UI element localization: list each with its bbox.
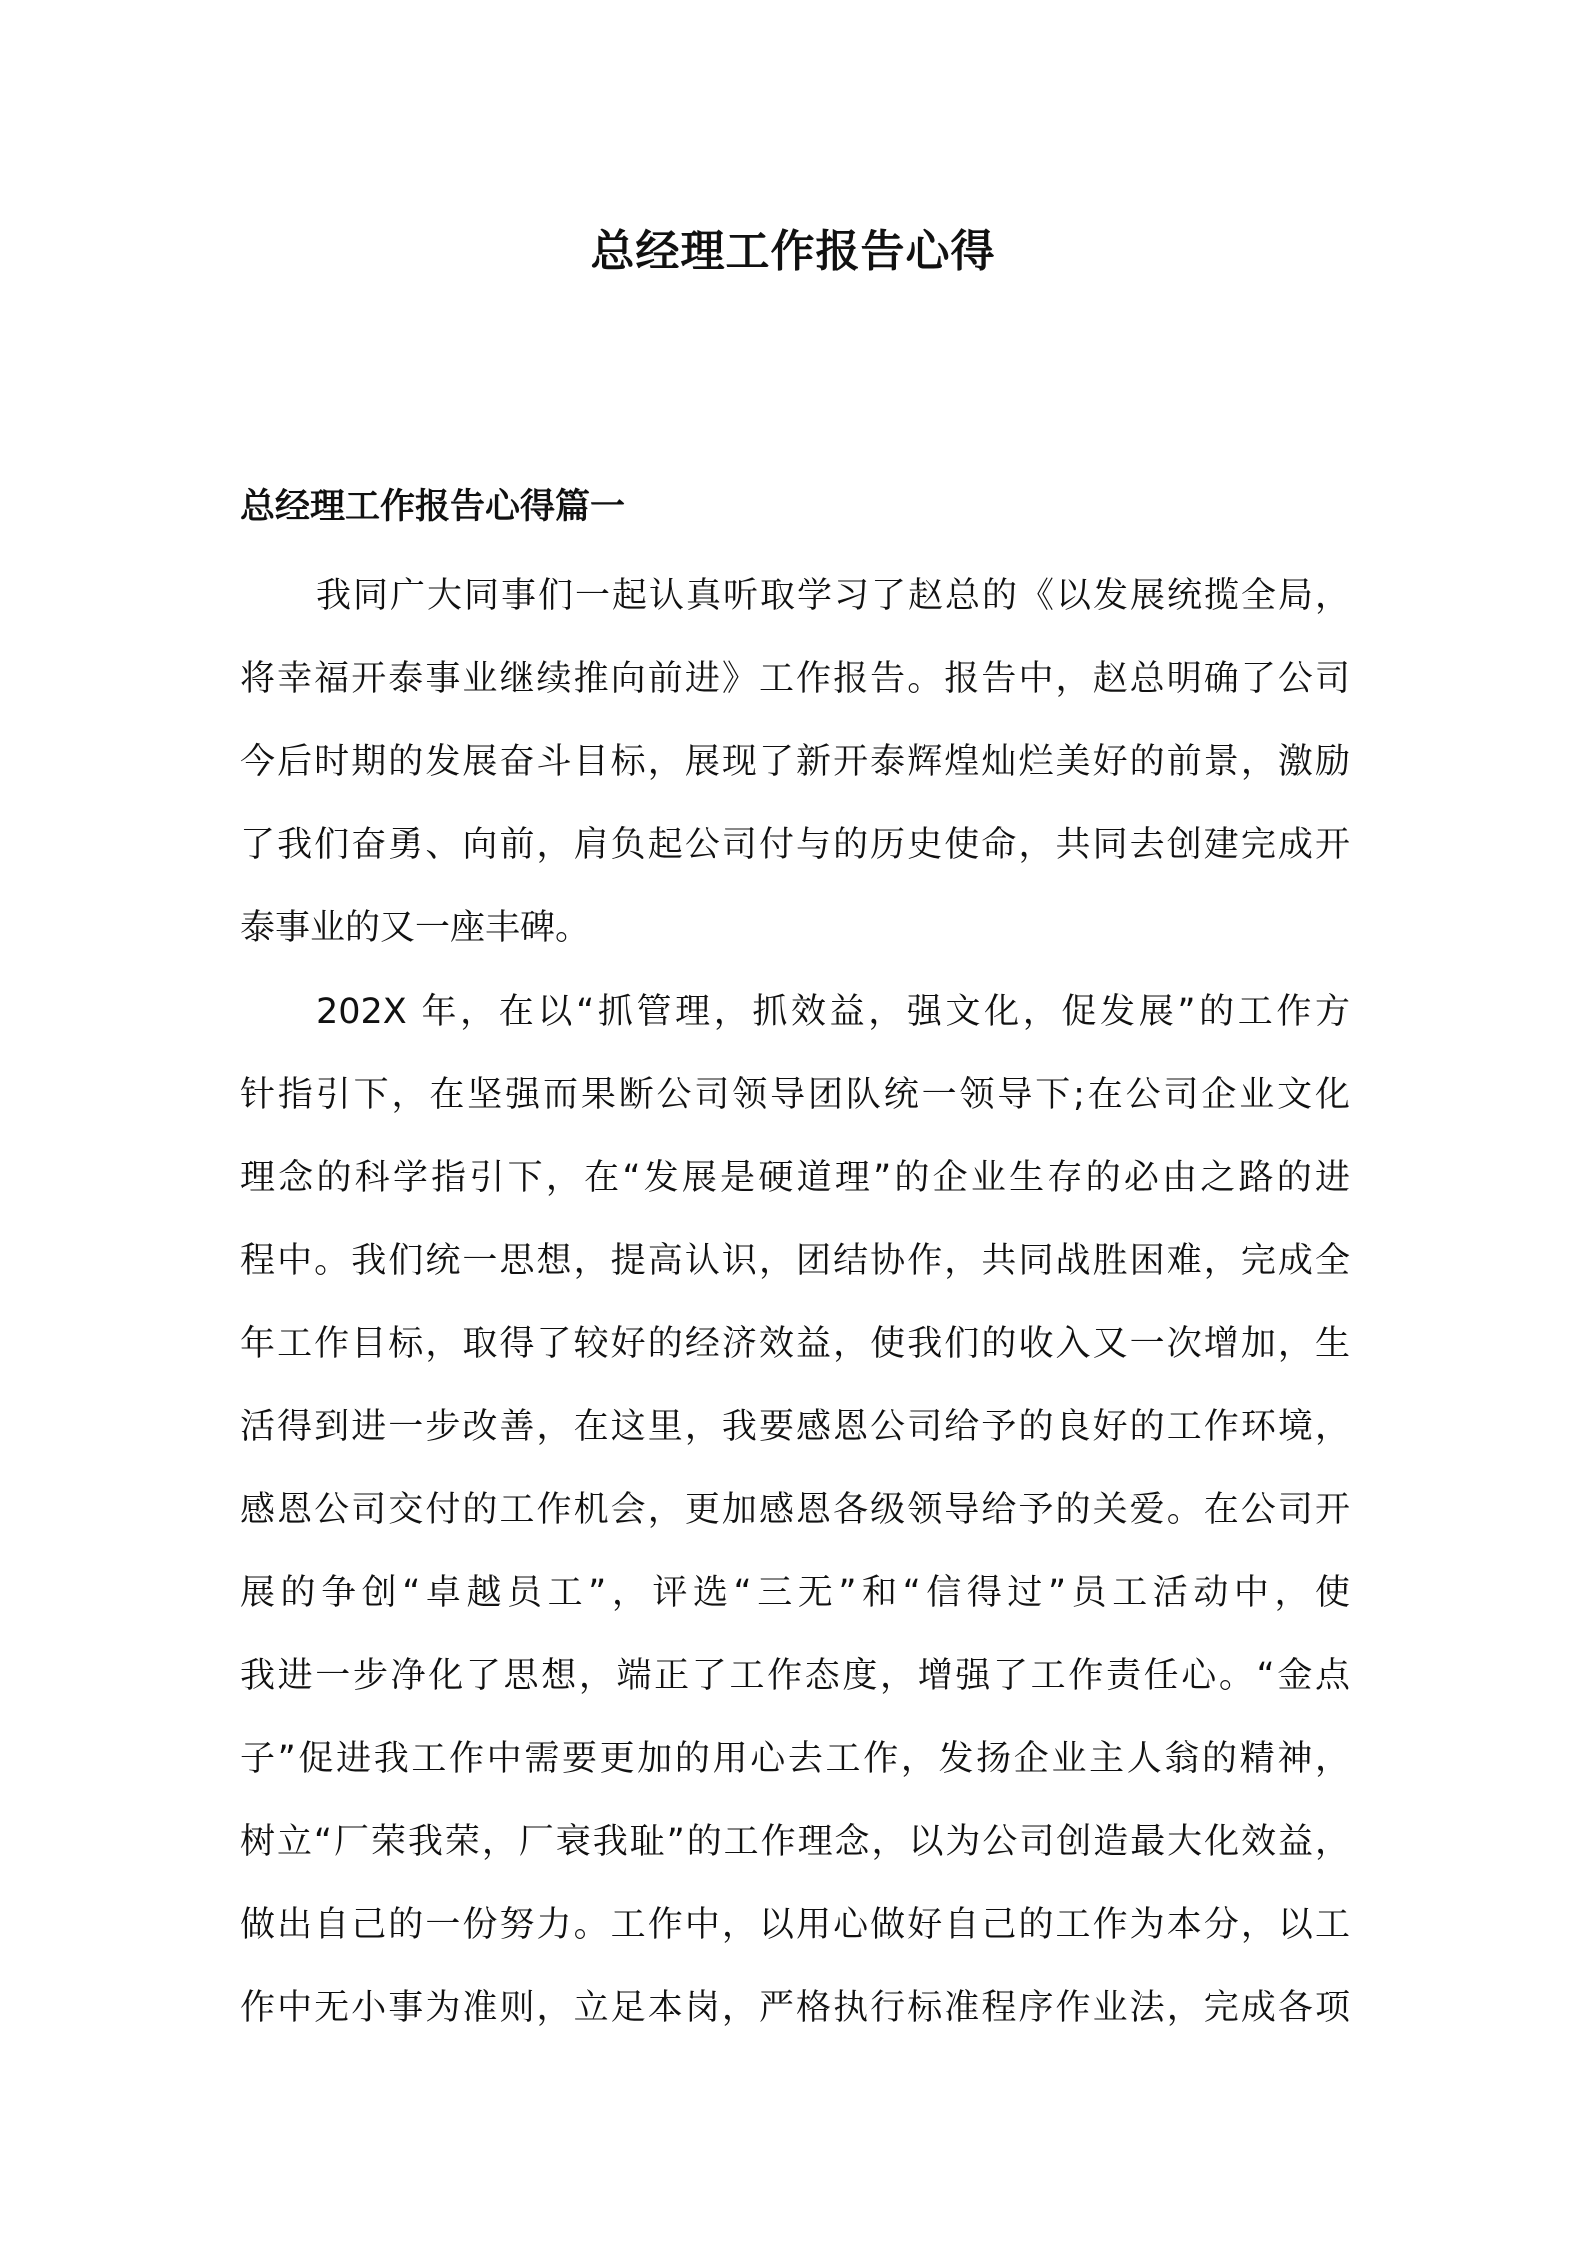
paragraph-line: 今后时期的发展奋斗目标，展现了新开泰辉煌灿烂美好的前景，激励 [240,742,1350,782]
paragraph-line: 子”促进我工作中需要更加的用心去工作，发扬企业主人翁的精神， [240,1739,1350,1779]
section-heading: 总经理工作报告心得篇一 [240,487,626,527]
paragraph-line: 我进一步净化了思想，端正了工作态度，增强了工作责任心。“金点 [240,1656,1350,1696]
paragraph-line: 了我们奋勇、向前，肩负起公司付与的历史使命，共同去创建完成开 [240,825,1350,865]
paragraph-line: 202X 年，在以“抓管理，抓效益，强文化，促发展”的工作方 [316,992,1350,1032]
paragraph-2 [240,982,1350,2061]
paragraph-line: 理念的科学指引下，在“发展是硬道理”的企业生存的必由之路的进 [240,1158,1350,1198]
paragraph-line: 我同广大同事们一起认真听取学习了赵总的《以发展统揽全局， [316,576,1350,616]
paragraph-1 [240,566,1350,981]
paragraph-line: 针指引下，在坚强而果断公司领导团队统一领导下;在公司企业文化 [240,1075,1350,1115]
paragraph-line: 活得到进一步改善，在这里，我要感恩公司给予的良好的工作环境， [240,1407,1350,1447]
paragraph-line: 年工作目标，取得了较好的经济效益，使我们的收入又一次增加，生 [240,1324,1350,1364]
paragraph-line: 作中无小事为准则，立足本岗，严格执行标准程序作业法，完成各项 [240,1988,1350,2028]
paragraph-line: 将幸福开泰事业继续推向前进》工作报告。报告中，赵总明确了公司 [240,659,1350,699]
paragraph-line: 展的争创“卓越员工”，评选“三无”和“信得过”员工活动中，使 [240,1573,1350,1613]
paragraph-line: 做出自己的一份努力。工作中，以用心做好自己的工作为本分，以工 [240,1905,1350,1945]
paragraph-line: 泰事业的又一座丰碑。 [240,908,591,948]
paragraph-line: 程中。我们统一思想，提高认识，团结协作，共同战胜困难，完成全 [240,1241,1350,1281]
document-title: 总经理工作报告心得 [590,226,996,277]
paragraph-line: 感恩公司交付的工作机会，更加感恩各级领导给予的关爱。在公司开 [240,1490,1350,1530]
paragraph-line: 树立“厂荣我荣，厂衰我耻”的工作理念，以为公司创造最大化效益， [240,1822,1350,1862]
